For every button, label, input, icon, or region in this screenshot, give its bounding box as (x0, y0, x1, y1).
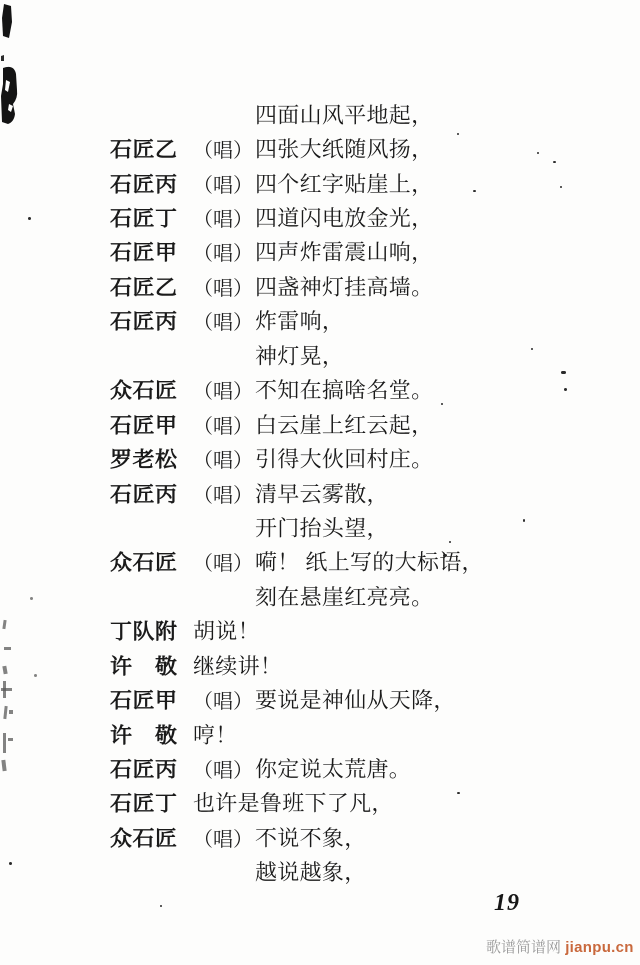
line-text: 嗬！ 纸上写的大标语， (255, 550, 484, 576)
line-text: 开门抬头望， (255, 516, 389, 541)
speaker-name: 石匠甲 (110, 413, 178, 438)
line-text: 四个红字贴崖上， (255, 171, 434, 197)
line-text: 四面山风平地起， (255, 103, 434, 128)
speaker-name: 石匠乙 (110, 275, 178, 300)
script-line (110, 476, 630, 510)
speaker-name: 许 敬 (110, 723, 178, 748)
line-text: 继续讲！ (193, 654, 283, 679)
script-line (110, 338, 630, 372)
scan-speck (28, 217, 31, 220)
watermark-site-url: jianpu.cn (565, 939, 634, 956)
sing-marker: （唱） (193, 140, 253, 163)
script-line (110, 373, 630, 407)
sing-marker: （唱） (193, 450, 253, 473)
script-line (110, 269, 630, 303)
script-line (110, 751, 630, 785)
script-line (110, 855, 630, 889)
sing-marker: （唱） (193, 691, 253, 714)
line-text: 清早云雾散， (255, 481, 389, 507)
script-line (110, 200, 630, 234)
speaker-name: 丁队附 (110, 619, 178, 644)
line-text: 刻在悬崖红亮亮。 (255, 585, 434, 610)
script-lines (110, 97, 630, 889)
sing-marker: （唱） (193, 243, 253, 266)
scan-ghost-mark (2, 666, 7, 675)
line-text: 炸雷响， (255, 309, 345, 334)
speaker-name: 石匠丙 (110, 309, 178, 334)
scan-ghost-mark (4, 647, 11, 650)
script-line (110, 97, 630, 131)
script-line (110, 786, 630, 820)
sing-marker: （唱） (193, 312, 253, 335)
script-line (110, 545, 630, 579)
speaker-name: 石匠甲 (110, 688, 178, 713)
line-text: 哼！ (193, 722, 238, 748)
scan-ghost-mark (8, 738, 13, 741)
script-line (110, 579, 630, 613)
watermark (486, 936, 634, 957)
scan-ink-artifact-top-left (0, 0, 40, 140)
script-line (110, 304, 630, 338)
scan-ghost-mark (34, 674, 37, 677)
script-line (110, 820, 630, 854)
script-line (110, 407, 630, 441)
sing-marker: （唱） (193, 415, 253, 438)
speaker-name: 众石匠 (110, 826, 178, 851)
line-text: 四道闪电放金光， (255, 206, 434, 231)
script-line (110, 441, 630, 475)
speaker-name: 石匠丙 (110, 481, 178, 506)
sing-marker: （唱） (193, 277, 253, 300)
line-text: 也许是鲁班下了凡， (193, 791, 394, 817)
scan-ghost-mark (3, 706, 7, 719)
line-text: 四盏神灯挂高墙。 (255, 275, 434, 300)
script-line (110, 166, 630, 200)
sing-marker: （唱） (193, 381, 253, 404)
script-line (110, 510, 630, 544)
line-text: 四张大纸随风扬， (255, 137, 434, 162)
sing-marker: （唱） (193, 174, 253, 197)
speaker-name: 石匠丁 (110, 206, 178, 231)
script-line (110, 648, 630, 682)
line-text: 白云崖上红云起， (255, 413, 434, 438)
speaker-name: 石匠甲 (110, 240, 178, 265)
script-line (110, 235, 630, 269)
speaker-name: 石匠乙 (110, 137, 178, 162)
sing-marker: （唱） (193, 760, 253, 783)
script-line (110, 614, 630, 648)
line-text: 胡说！ (193, 619, 260, 644)
speaker-name: 众石匠 (110, 550, 178, 575)
script-line (110, 717, 630, 751)
sing-marker: （唱） (193, 553, 253, 576)
scan-speck (160, 905, 162, 907)
script-line (110, 131, 630, 165)
speaker-name: 石匠丙 (110, 757, 178, 782)
sing-marker: （唱） (193, 209, 253, 232)
sing-marker: （唱） (193, 484, 253, 507)
line-text: 不说不象， (255, 826, 367, 851)
scan-ghost-mark (3, 681, 6, 698)
page-number: 19 (494, 890, 520, 916)
scan-speck (9, 862, 12, 865)
line-text: 你定说太荒唐。 (255, 757, 412, 782)
scan-ghost-mark (30, 597, 33, 600)
speaker-name: 石匠丙 (110, 172, 178, 197)
line-text: 要说是神仙从天降， (255, 688, 456, 713)
line-text: 越说越象， (255, 860, 367, 885)
speaker-name: 众石匠 (110, 378, 178, 403)
line-text: 四声炸雷震山响， (255, 240, 434, 266)
line-text: 不知在搞啥名堂。 (255, 378, 434, 403)
scan-ghost-mark (1, 688, 12, 691)
watermark-site-name: 歌谱简谱网 (486, 939, 562, 956)
line-text: 神灯晃， (255, 344, 345, 369)
scan-ghost-mark (9, 710, 13, 714)
speaker-name: 石匠丁 (110, 791, 178, 816)
sing-marker: （唱） (193, 828, 253, 851)
script-line (110, 682, 630, 716)
scan-ghost-mark (3, 733, 6, 753)
speaker-name: 许 敬 (110, 654, 178, 679)
scan-ghost-mark (1, 760, 6, 771)
line-text: 引得大伙回村庄。 (255, 447, 434, 472)
speaker-name: 罗老松 (110, 447, 178, 472)
scan-ghost-mark (2, 620, 6, 629)
